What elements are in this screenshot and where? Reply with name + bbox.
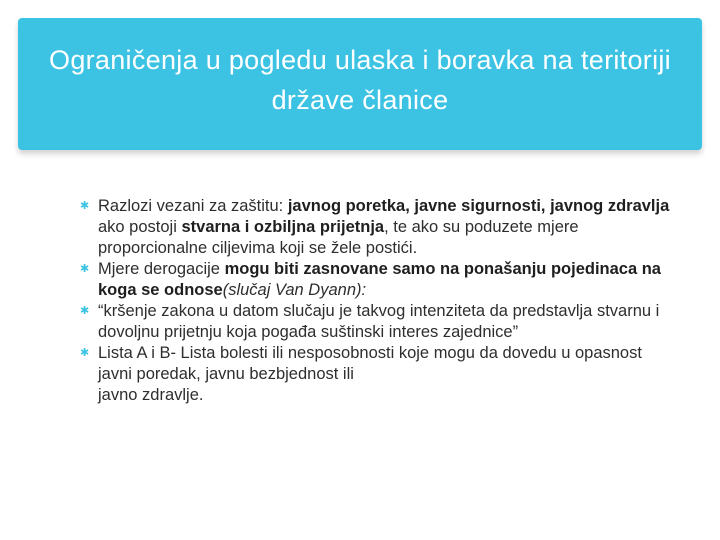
bullet-text-run: , te ako su poduzete mjere proporcionalne ciljevima koji se žele postići. bbox=[98, 218, 579, 257]
bullet-text-run: Lista A i B- Lista bolesti ili nesposobnosti koje mogu da dovedu u opasnost javni poredak, javnu bezbjednost ili bbox=[98, 344, 642, 383]
bullet-text-run: Mjere derogacije bbox=[98, 260, 225, 278]
bullet-text-run: Razlozi vezani za zaštitu: bbox=[98, 197, 288, 215]
slide-body bbox=[80, 196, 670, 406]
slide-title: Ograničenja u pogledu ulaska i boravka na teritoriji države članice bbox=[49, 45, 671, 115]
bullet-item bbox=[80, 259, 670, 301]
bullet-item bbox=[80, 343, 670, 385]
bullet-text-run: ako postoji bbox=[98, 218, 182, 236]
bullet-item bbox=[80, 301, 670, 343]
bullet-text-run: javnog poretka, javne sigurnosti, javnog zdravlja bbox=[287, 197, 670, 215]
bullet-continuation-line: javno zdravlje. bbox=[98, 386, 204, 404]
asterisk-bullet-icon: ✱ bbox=[80, 347, 90, 359]
asterisk-bullet-icon: ✱ bbox=[80, 263, 90, 275]
bullet-text-run: (slučaj Van Dyann): bbox=[222, 281, 367, 299]
bullet-item bbox=[80, 196, 670, 259]
bullet-text-run: “kršenje zakona u datom slučaju je takvog intenziteta da predstavlja stvarnu i dovoljnu prijetnju koja pogađa suštinski interes zajednice” bbox=[98, 302, 660, 341]
asterisk-bullet-icon: ✱ bbox=[80, 200, 90, 212]
asterisk-bullet-icon: ✱ bbox=[80, 305, 90, 317]
bullet-list bbox=[80, 196, 670, 385]
slide-title-bar bbox=[18, 18, 702, 150]
bullet-text-run: mogu biti zasnovane samo na ponašanju pojedinaca na koga se odnose bbox=[98, 260, 661, 299]
bullet-text-run: stvarna i ozbiljna prijetnja bbox=[181, 218, 385, 236]
